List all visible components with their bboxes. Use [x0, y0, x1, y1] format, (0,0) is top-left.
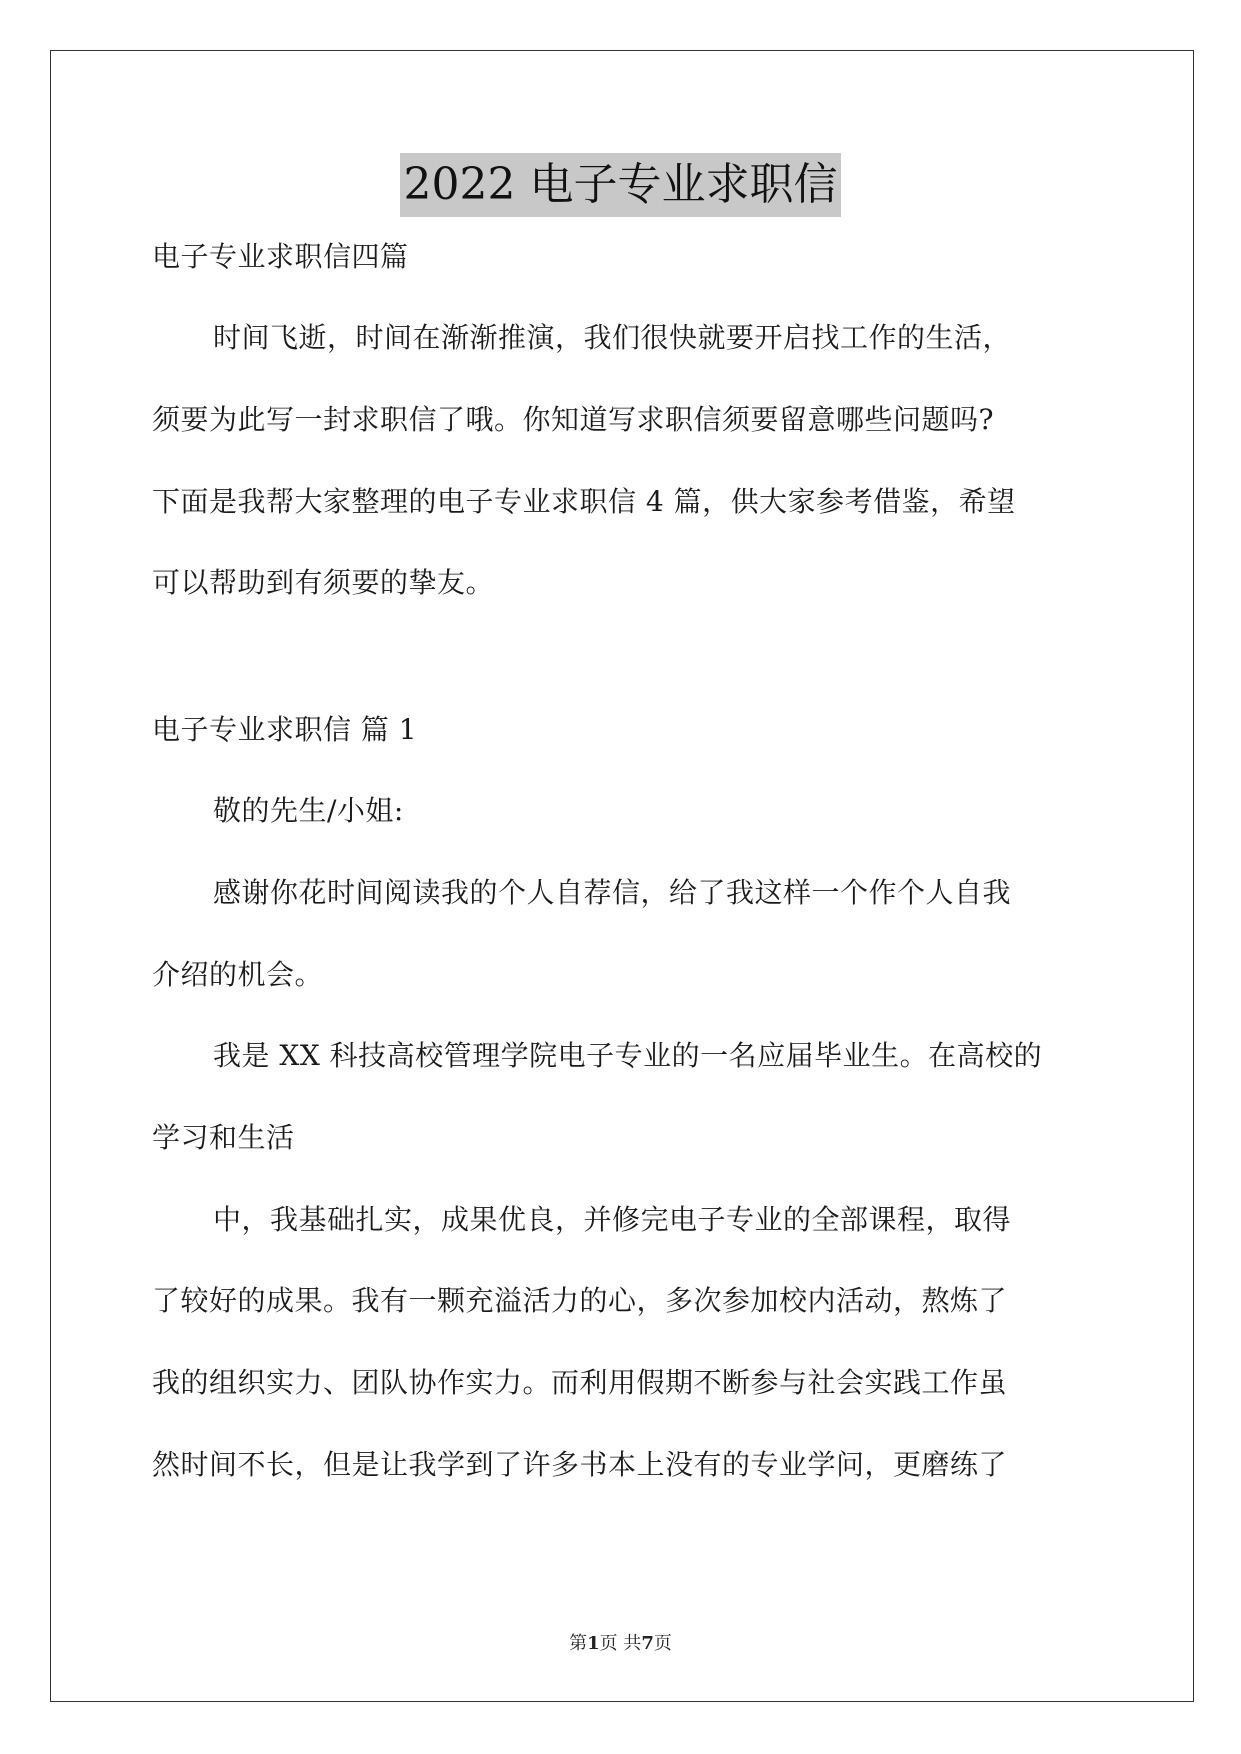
paragraph-line: 时间飞逝，时间在渐渐推演，我们很快就要开启找工作的生活，: [213, 321, 1012, 354]
paragraph-line: 感谢你花时间阅读我的个人自荐信，给了我这样一个作个人自我: [213, 876, 1012, 909]
current-page-number: 1: [587, 1633, 600, 1654]
footer-prefix: 第: [569, 1633, 588, 1654]
section-heading: 电子专业求职信 篇 1: [152, 713, 418, 746]
paragraph-line: 须要为此写一封求职信了哦。你知道写求职信须要留意哪些问题吗?: [152, 403, 995, 436]
document-title: 2022 电子专业求职信: [400, 153, 842, 217]
paragraph-line: 然时间不长，但是让我学到了许多书本上没有的专业学问，更磨练了: [152, 1448, 1008, 1481]
subtitle: 电子专业求职信四篇: [152, 240, 409, 273]
page-footer: [0, 1632, 1241, 1656]
paragraph-line: 敬的先生/小姐:: [213, 794, 404, 827]
title-container: [0, 153, 1241, 217]
paragraph-line: 中，我基础扎实，成果优良，并修完电子专业的全部课程，取得: [213, 1203, 1012, 1236]
paragraph-line: 介绍的机会。: [152, 958, 324, 991]
footer-middle: 页 共: [599, 1633, 642, 1654]
paragraph-line: 学习和生活: [152, 1121, 295, 1154]
paragraph-line: 可以帮助到有须要的挚友。: [152, 566, 495, 599]
footer-suffix: 页: [653, 1633, 672, 1654]
paragraph-line: 下面是我帮大家整理的电子专业求职信 4 篇，供大家参考借鉴，希望: [152, 485, 1016, 518]
total-pages-number: 7: [641, 1633, 654, 1654]
paragraph-line: 我是 XX 科技高校管理学院电子专业的一名应届毕业生。在高校的: [213, 1039, 1043, 1072]
paragraph-line: 了较好的成果。我有一颗充溢活力的心，多次参加校内活动，熬炼了: [152, 1284, 1008, 1317]
paragraph-line: 我的组织实力、团队协作实力。而利用假期不断参与社会实践工作虽: [152, 1366, 1008, 1399]
